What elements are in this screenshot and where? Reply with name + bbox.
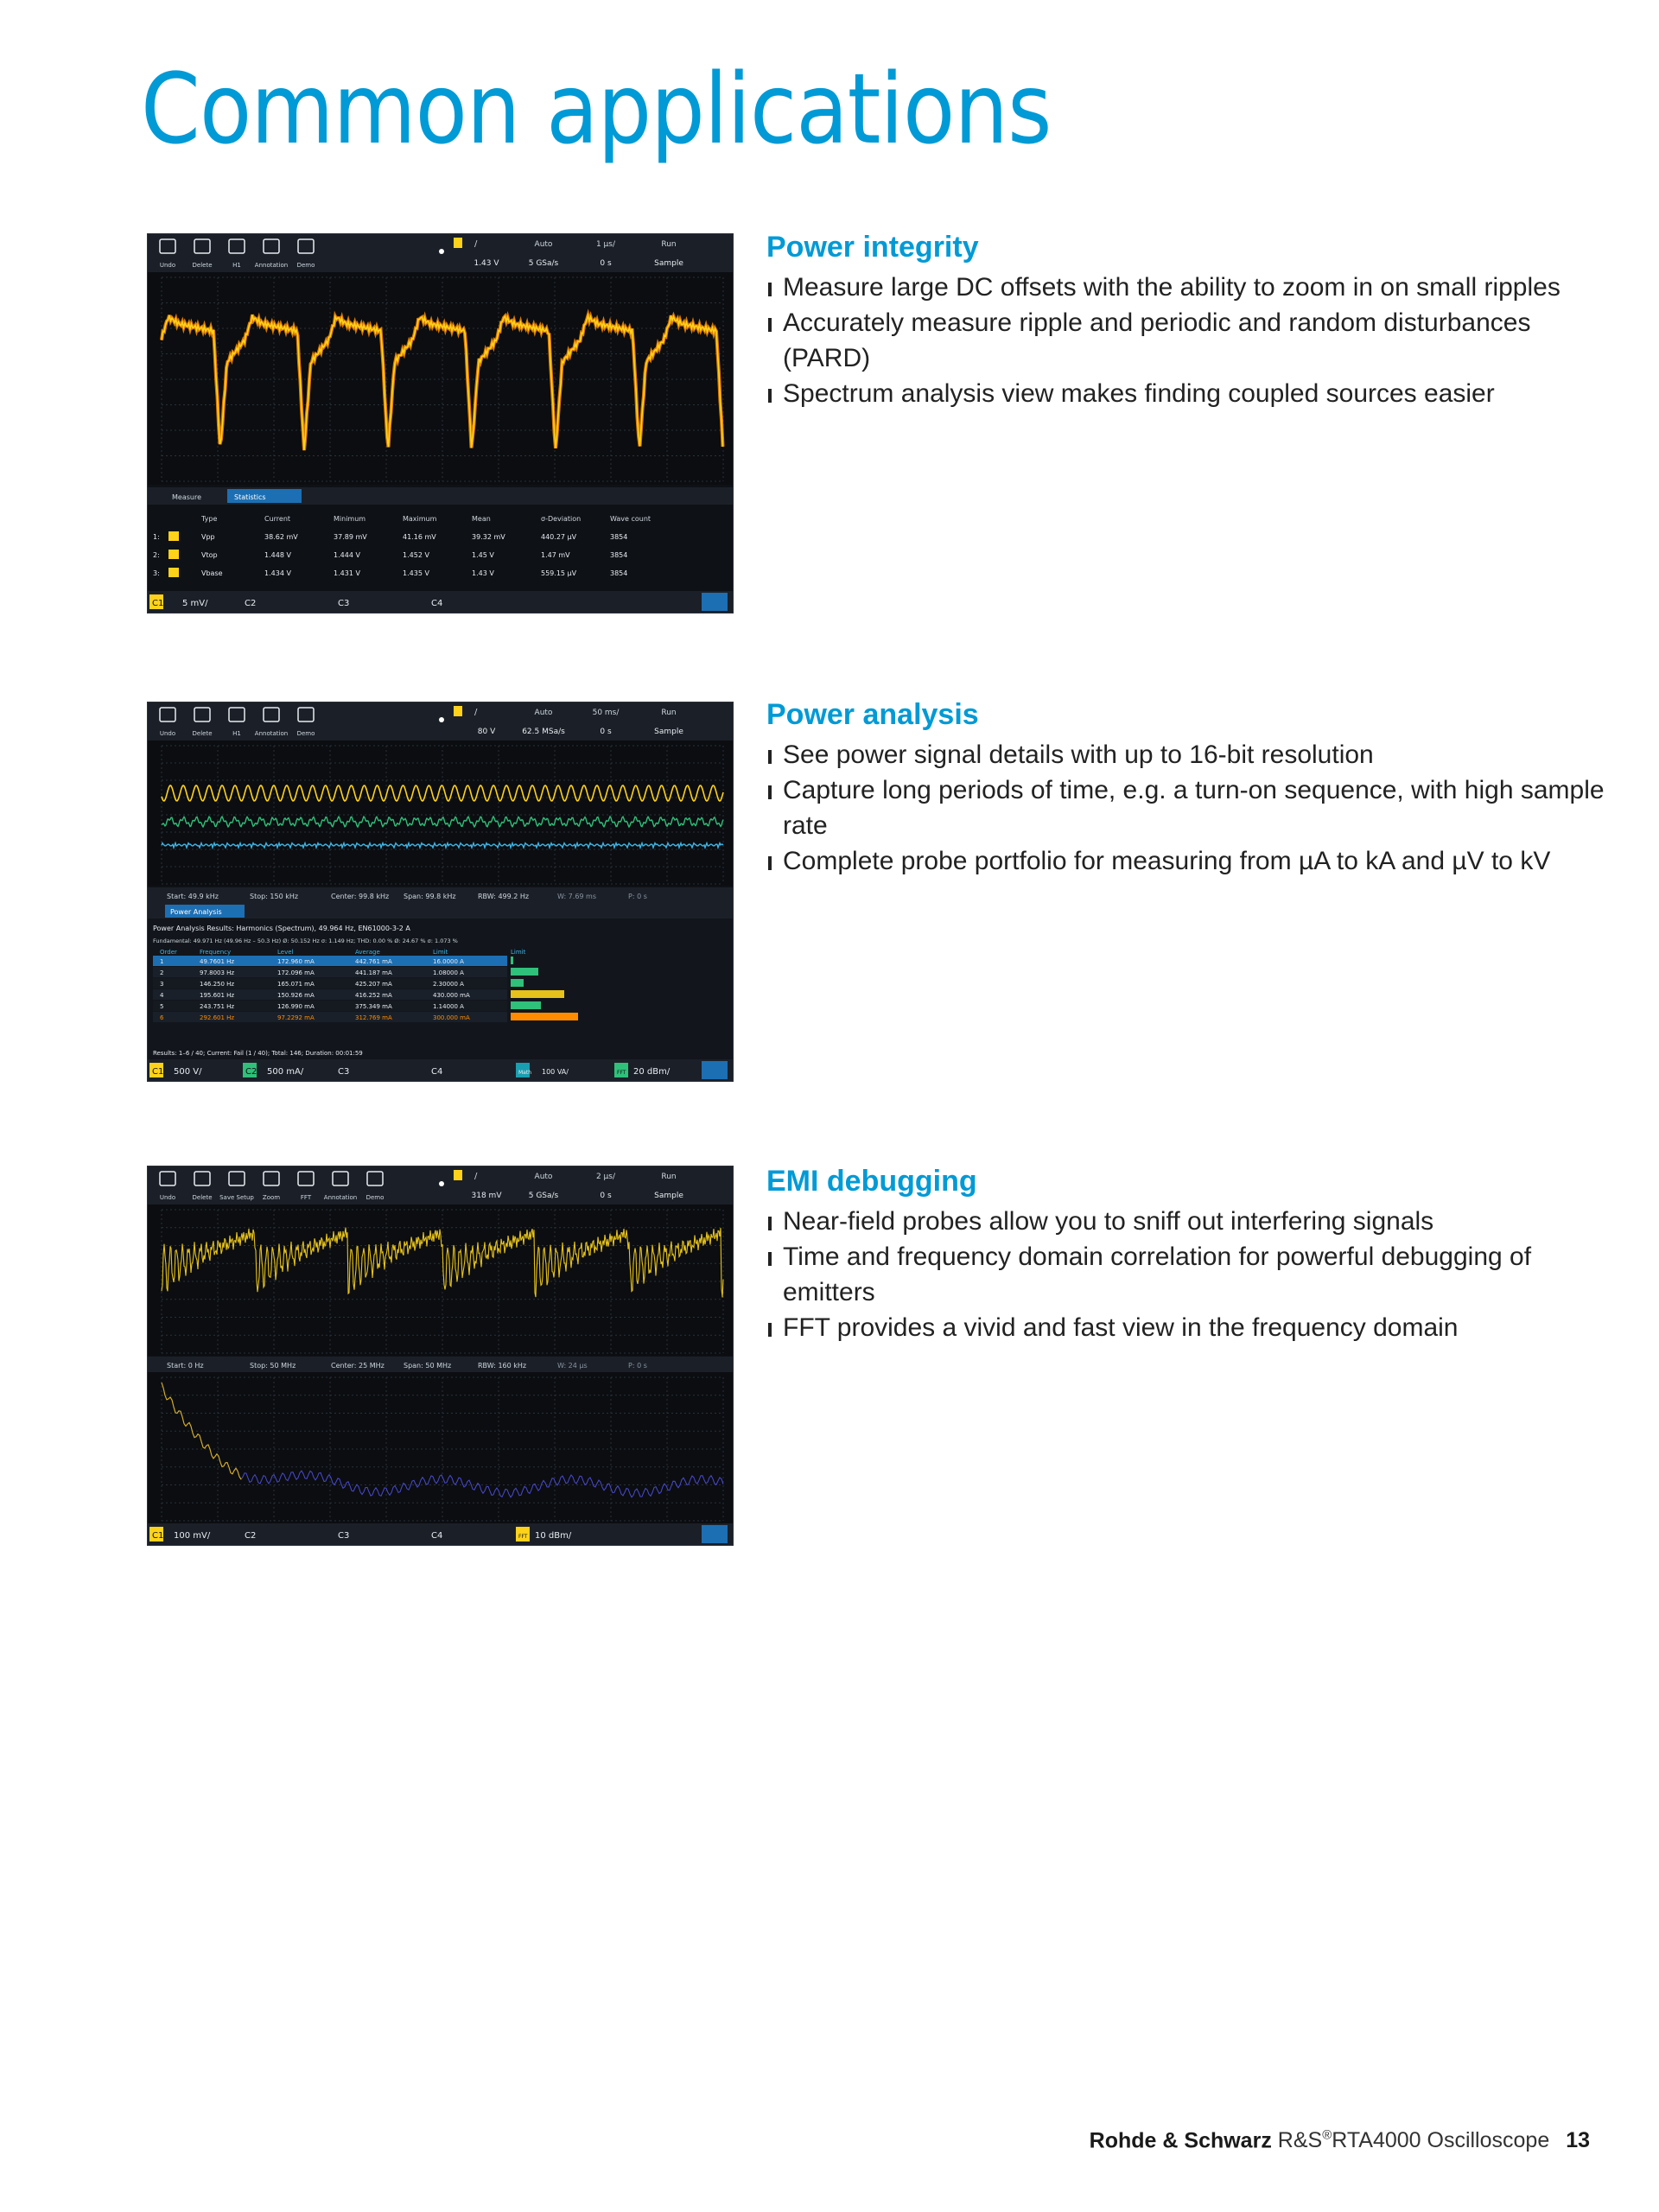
trigger-mode: Auto	[534, 709, 553, 717]
fundamental-info: Fundamental: 49.971 Hz (49.96 Hz – 50.3 Hz) Ø: 50.152 Hz σ: 1.149 Hz; THD: 0.00 % Ø: 24.67 % σ: 1.073 %	[153, 938, 458, 944]
time-offset: 0 s	[600, 259, 612, 268]
time-per-div: 50 ms/	[592, 709, 620, 717]
results-cell: 300.000 mA	[433, 1014, 470, 1021]
channel-c4: C4	[431, 1067, 443, 1077]
results-cell: 126.990 mA	[277, 1003, 315, 1010]
spectrum-setting: W: 24 µs	[557, 1362, 588, 1370]
results-cell: 97.2292 mA	[277, 1014, 315, 1021]
trigger-mode: Auto	[534, 240, 553, 249]
results-cell: 425.207 mA	[355, 981, 392, 988]
spectrum-setting: RBW: 160 kHz	[478, 1362, 527, 1370]
table-header: Minimum	[334, 515, 366, 523]
results-cell: 430.000 mA	[433, 992, 470, 999]
spectrum-setting: W: 7.69 ms	[557, 893, 596, 900]
results-cell: 150.926 mA	[277, 992, 315, 999]
vertical-scale: 100 mV/	[174, 1531, 211, 1541]
limit-bar	[511, 990, 564, 998]
row-index: 1:	[153, 533, 160, 541]
page-title: Common applications	[141, 54, 1052, 166]
spectrum-setting: P: 0 s	[628, 1362, 647, 1370]
bullet-list	[766, 737, 1622, 879]
toolbar-label: H1	[232, 262, 241, 269]
toolbar-label: Undo	[159, 730, 176, 737]
spectrum-setting: RBW: 499.2 Hz	[478, 893, 530, 900]
section-emi-debugging	[766, 1163, 1622, 1345]
acquisition-mode: Sample	[654, 259, 683, 268]
fft-badge: FFT	[617, 1070, 626, 1076]
channel-c3: C3	[338, 599, 350, 608]
table-cell: 3854	[610, 569, 628, 577]
results-cell: 172.096 mA	[277, 969, 315, 976]
results-header: Level	[277, 949, 294, 956]
product-name: R&S®RTA4000 Oscilloscope	[1277, 2128, 1550, 2153]
toolbar-label: FFT	[300, 1194, 312, 1201]
toolbar-label: Delete	[192, 1194, 213, 1201]
table-header: Maximum	[403, 515, 437, 523]
bullet-item: Near-field probes allow you to sniff out interfering signals	[766, 1204, 1622, 1239]
results-cell: 4	[160, 992, 164, 999]
results-cell: 1	[160, 958, 164, 965]
spectrum-setting: Center: 25 MHz	[331, 1362, 385, 1370]
bullet-item: Accurately measure ripple and periodic and random disturbances (PARD)	[766, 305, 1622, 376]
results-header: Frequency	[200, 949, 232, 956]
channel-marker	[454, 1170, 462, 1180]
tab-power-analysis: Power Analysis	[170, 908, 222, 916]
section-power-analysis	[766, 696, 1622, 879]
bullet-item: See power signal details with up to 16-bit resolution	[766, 737, 1622, 772]
table-cell: 440.27 µV	[541, 533, 577, 541]
section-heading: Power integrity	[766, 231, 979, 264]
vertical-scale: 5 mV/	[182, 599, 208, 608]
spectrum-setting: Start: 0 Hz	[167, 1362, 204, 1370]
results-cell: 97.8003 Hz	[200, 969, 235, 976]
results-cell: 5	[160, 1003, 164, 1010]
channel-marker	[168, 550, 179, 559]
c1-scale: 500 V/	[174, 1067, 202, 1077]
time-offset: 0 s	[600, 728, 612, 736]
bullet-item: Time and frequency domain correlation for powerful debugging of emitters	[766, 1239, 1622, 1310]
table-cell: Vbase	[201, 569, 223, 577]
table-cell: 1.47 mV	[541, 551, 570, 559]
results-cell: 172.960 mA	[277, 958, 315, 965]
toolbar-label: Delete	[192, 730, 213, 737]
table-cell: 38.62 mV	[264, 533, 298, 541]
results-cell: 2.30000 A	[433, 981, 464, 988]
bullet-list	[766, 1204, 1622, 1345]
bullet-item: Complete probe portfolio for measuring from µA to kA and µV to kV	[766, 843, 1622, 879]
page-footer	[1090, 2128, 1590, 2153]
table-cell: Vtop	[201, 551, 218, 559]
menu-icon	[702, 593, 728, 611]
toolbar-label: Undo	[159, 262, 176, 269]
spectrum-setting: Span: 50 MHz	[404, 1362, 452, 1370]
table-cell: 1.45 V	[472, 551, 494, 559]
table-cell: 1.448 V	[264, 551, 291, 559]
table-cell: 1.43 V	[472, 569, 494, 577]
table-header: Type	[201, 515, 218, 523]
trigger-level: 80 V	[477, 728, 496, 736]
results-cell: 6	[160, 1014, 164, 1021]
trigger-dot-icon	[439, 249, 444, 254]
fft-scale: 10 dBm/	[535, 1531, 572, 1541]
channel-marker	[168, 531, 179, 541]
math-badge: Math	[518, 1070, 532, 1076]
time-offset: 0 s	[600, 1192, 612, 1200]
bullet-item: Spectrum analysis view makes finding coupled sources easier	[766, 376, 1622, 411]
toolbar-label: Zoom	[262, 1194, 281, 1201]
table-cell: 1.452 V	[403, 551, 429, 559]
limit-bar	[511, 968, 538, 976]
run-state: Run	[661, 1173, 677, 1181]
results-cell: 441.187 mA	[355, 969, 392, 976]
bullet-item: FFT provides a vivid and fast view in the frequency domain	[766, 1310, 1622, 1345]
results-header: Limit	[433, 949, 448, 956]
results-cell: 49.7601 Hz	[200, 958, 235, 965]
table-cell: 41.16 mV	[403, 533, 436, 541]
table-cell: 3854	[610, 551, 628, 559]
results-cell: 16.0000 A	[433, 958, 464, 965]
c2-scale: 500 mA/	[267, 1067, 304, 1077]
emi-debugging-screenshot	[147, 1166, 734, 1546]
table-header: Wave count	[610, 515, 652, 523]
trigger-slope-icon: /	[474, 1172, 478, 1181]
trigger-mode: Auto	[534, 1173, 553, 1181]
table-cell: 3854	[610, 533, 628, 541]
toolbar-label: Delete	[192, 262, 213, 269]
power-analysis-screenshot	[147, 702, 734, 1082]
fft-badge: FFT	[518, 1534, 528, 1540]
toolbar-label: H1	[232, 730, 241, 737]
channel-c2: C2	[245, 1531, 257, 1541]
channel-marker	[168, 568, 179, 577]
section-heading: Power analysis	[766, 698, 979, 731]
time-per-div: 1 µs/	[595, 240, 616, 249]
table-cell: 37.89 mV	[334, 533, 367, 541]
spectrum-setting: Stop: 50 MHz	[250, 1362, 296, 1370]
run-state: Run	[661, 709, 677, 717]
results-header: Order	[160, 949, 177, 956]
acquisition-mode: Sample	[654, 1192, 683, 1200]
section-heading: EMI debugging	[766, 1165, 977, 1198]
page-number: 13	[1566, 2128, 1590, 2153]
acquisition-mode: Sample	[654, 728, 683, 736]
bullet-item: Capture long periods of time, e.g. a turn-on sequence, with high sample rate	[766, 772, 1622, 843]
spectrum-setting: Start: 49.9 kHz	[167, 893, 219, 900]
results-footer: Results: 1–6 / 40; Current: Fail (1 / 40); Total: 146; Duration: 00:01:59	[153, 1050, 363, 1057]
channel-c1: C1	[152, 1531, 164, 1541]
brand-name: Rohde & Schwarz	[1089, 2128, 1272, 2153]
results-cell: 146.250 Hz	[200, 981, 235, 988]
channel-marker	[454, 238, 462, 248]
table-header: Mean	[472, 515, 491, 523]
limit-bar	[511, 1001, 541, 1009]
trigger-slope-icon: /	[474, 708, 478, 717]
sample-rate: 5 GSa/s	[528, 1192, 559, 1200]
menu-icon	[702, 1061, 728, 1079]
trigger-slope-icon: /	[474, 239, 478, 249]
table-cell: 39.32 mV	[472, 533, 505, 541]
power-integrity-screenshot	[147, 233, 734, 613]
toolbar-label: Demo	[296, 262, 315, 269]
channel-c3: C3	[338, 1067, 350, 1077]
tab-measure: Measure	[172, 493, 201, 501]
toolbar-label: Annotation	[323, 1194, 358, 1201]
toolbar-label: Annotation	[254, 730, 289, 737]
results-cell: 292.601 Hz	[200, 1014, 235, 1021]
table-cell: 1.434 V	[264, 569, 291, 577]
results-cell: 1.08000 A	[433, 969, 464, 976]
toolbar-label: Undo	[159, 1194, 176, 1201]
time-per-div: 2 µs/	[595, 1173, 616, 1181]
table-cell: Vpp	[201, 533, 215, 541]
results-cell: 3	[160, 981, 164, 988]
channel-c2: C2	[245, 599, 257, 608]
limit-bar	[511, 979, 524, 987]
table-cell: 1.444 V	[334, 551, 360, 559]
row-index: 3:	[153, 569, 160, 577]
results-cell: 312.769 mA	[355, 1014, 392, 1021]
results-title: Power Analysis Results: Harmonics (Spectrum), 49.964 Hz, EN61000-3-2 A	[153, 925, 410, 932]
results-cell: 442.761 mA	[355, 958, 392, 965]
sample-rate: 62.5 MSa/s	[522, 728, 565, 736]
math-scale: 100 VA/	[542, 1068, 569, 1076]
channel-c1: C1	[152, 599, 164, 608]
table-cell: 559.15 µV	[541, 569, 577, 577]
channel-c4: C4	[431, 1531, 443, 1541]
toolbar-label: Annotation	[254, 262, 289, 269]
sample-rate: 5 GSa/s	[528, 259, 559, 268]
trigger-level: 1.43 V	[474, 259, 499, 268]
toolbar-label: Demo	[365, 1194, 385, 1201]
channel-c2: C2	[245, 1067, 257, 1077]
table-cell: 1.435 V	[403, 569, 429, 577]
run-state: Run	[661, 240, 677, 249]
spectrum-setting: Center: 99.8 kHz	[331, 893, 390, 900]
section-power-integrity	[766, 229, 1622, 411]
fft-scale: 20 dBm/	[633, 1067, 671, 1077]
spectrum-setting: P: 0 s	[628, 893, 647, 900]
trigger-dot-icon	[439, 717, 444, 722]
table-header: Current	[264, 515, 291, 523]
menu-icon	[702, 1525, 728, 1543]
channel-marker	[454, 706, 462, 716]
channel-c3: C3	[338, 1531, 350, 1541]
results-cell: 195.601 Hz	[200, 992, 235, 999]
trigger-dot-icon	[439, 1181, 444, 1186]
results-cell: 2	[160, 969, 164, 976]
spectrum-setting: Span: 99.8 kHz	[404, 893, 456, 900]
results-cell: 243.751 Hz	[200, 1003, 235, 1010]
bullet-list	[766, 270, 1622, 411]
trigger-level: 318 mV	[471, 1192, 502, 1200]
row-index: 2:	[153, 551, 160, 559]
results-cell: 416.252 mA	[355, 992, 392, 999]
channel-c1: C1	[152, 1067, 164, 1077]
spectrum-setting: Stop: 150 kHz	[250, 893, 299, 900]
toolbar-label: Save Setup	[219, 1194, 254, 1201]
bullet-item: Measure large DC offsets with the ability to zoom in on small ripples	[766, 270, 1622, 305]
table-cell: 1.431 V	[334, 569, 360, 577]
results-cell: 375.349 mA	[355, 1003, 392, 1010]
table-header: σ-Deviation	[541, 515, 582, 523]
results-cell: 165.071 mA	[277, 981, 315, 988]
results-cell: 1.14000 A	[433, 1003, 464, 1010]
tab-statistics: Statistics	[234, 493, 266, 501]
results-header: Limit	[511, 949, 526, 956]
toolbar-label: Demo	[296, 730, 315, 737]
limit-bar	[511, 957, 513, 964]
limit-bar	[511, 1013, 578, 1020]
results-header: Average	[355, 949, 380, 956]
channel-c4: C4	[431, 599, 443, 608]
